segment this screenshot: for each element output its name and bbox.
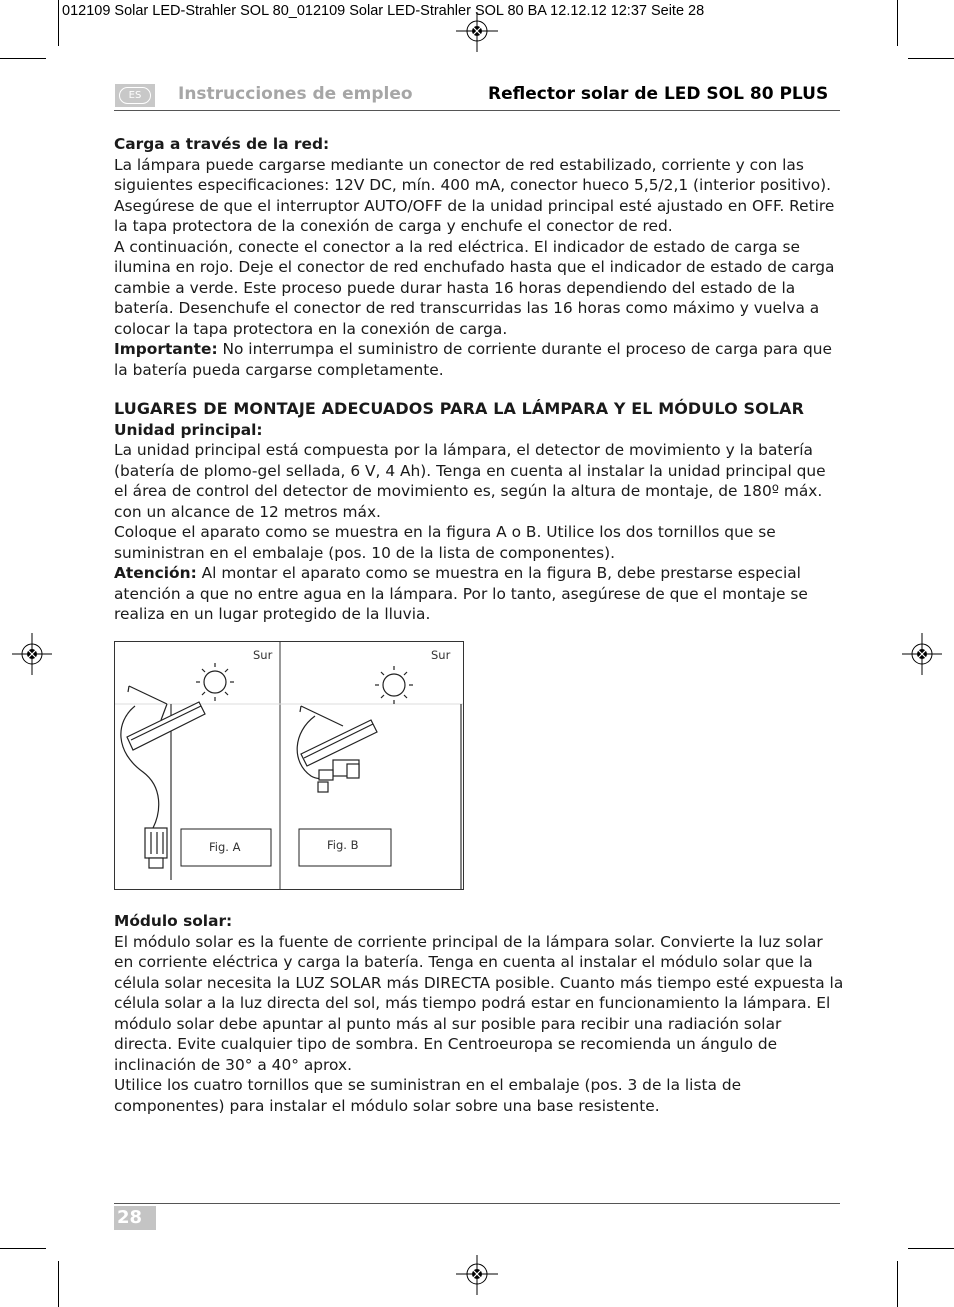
attention-label: Atención: bbox=[114, 564, 197, 582]
print-slug-line: 012109 Solar LED-Strahler SOL 80_012109 Solar LED-Strahler SOL 80 BA 12.12.12 12:37 Seite 28 bbox=[62, 3, 705, 19]
language-badge-label: ES bbox=[119, 87, 151, 104]
paragraph: El módulo solar es la fuente de corriente principal de la lámpara solar. Convierte la luz solar en corriente eléctrica y carga la batería. Tenga en cuenta al instalar el módulo solar que la célula solar necesita la LUZ SOLAR más DIRECTA posible. Cuanto más tiempo esté expuesta la célula solar a la luz directa del sol, más tiempo podrá estar en funcionamiento la lámpara. El módulo solar debe apuntar al punto más al sur posible para recibir una radiación solar directa. Evite cualquier tipo de sombra. En Centroeuropa se recomienda un ángulo de inclinación de 30° a 40° aprox. bbox=[114, 932, 844, 1074]
solar-module-icon bbox=[300, 706, 377, 766]
attention-note bbox=[114, 563, 844, 625]
crop-mark bbox=[908, 58, 954, 59]
crop-mark bbox=[58, 0, 59, 46]
footer-rule bbox=[114, 1203, 840, 1204]
important-note bbox=[114, 339, 844, 380]
crop-mark bbox=[0, 1248, 46, 1249]
lamp-icon bbox=[145, 828, 167, 868]
sun-icon bbox=[196, 663, 234, 701]
header-product-title: Reflector solar de LED SOL 80 PLUS bbox=[488, 84, 829, 104]
registration-mark-icon bbox=[456, 1255, 498, 1295]
section-heading: LUGARES DE MONTAJE ADECUADOS PARA LA LÁMPARA Y EL MÓDULO SOLAR bbox=[114, 399, 805, 418]
registration-mark-icon bbox=[902, 633, 942, 675]
important-text: No interrumpa el suministro de corriente durante el proceso de carga para que la batería pueda cargarse completamente. bbox=[114, 340, 832, 379]
section-heading: Carga a través de la red: bbox=[114, 135, 330, 153]
paragraph: Utilice los cuatro tornillos que se suministran en el embalaje (pos. 3 de la lista de componentes) para instalar el módulo solar sobre una base resistente. bbox=[114, 1076, 742, 1115]
panel-a-direction-label: Sur bbox=[253, 648, 273, 662]
sun-icon bbox=[375, 666, 413, 704]
panel-b-direction-label: Sur bbox=[431, 648, 451, 662]
attention-text: Al montar el aparato como se muestra en la figura B, debe prestarse especial atención a que no entre agua en la lámpara. Por lo tanto, asegúrese de que el montaje se realiza en un lugar protegido de la lluvia. bbox=[114, 564, 808, 623]
figure-b-caption: Fig. B bbox=[327, 838, 359, 852]
section-charging bbox=[114, 134, 844, 380]
solar-module-icon bbox=[127, 686, 205, 750]
figure-a-caption: Fig. A bbox=[209, 840, 241, 854]
crop-mark bbox=[897, 1261, 898, 1307]
crop-mark bbox=[908, 1248, 954, 1249]
crop-mark bbox=[0, 58, 46, 59]
mounting-illustration bbox=[115, 642, 463, 889]
section-heading: Módulo solar: bbox=[114, 912, 233, 930]
lamp-icon bbox=[318, 760, 359, 792]
section-solar-module bbox=[114, 911, 844, 1116]
section-mounting bbox=[114, 399, 844, 625]
header-rule bbox=[114, 110, 840, 111]
paragraph: La lámpara puede cargarse mediante un conector de red estabilizado, corriente y con las siguientes especificaciones: 12V DC, mín. 400 mA, conector hueco 5,5/2,1 (interior positivo). Asegúrese de que el interruptor AUTO/OFF de la unidad principal esté ajustado en OFF. Retire la tapa protectora de la conexión de carga y enchufe el conector de red. bbox=[114, 155, 835, 235]
subsection-heading: Unidad principal: bbox=[114, 420, 263, 439]
paragraph: Coloque el aparato como se muestra en la figura A o B. Utilice los dos tornillos que se suministran en el embalaje (pos. 10 de la lista de componentes). bbox=[114, 523, 776, 562]
important-label: Importante: bbox=[114, 340, 218, 358]
header-section-title: Instrucciones de empleo bbox=[178, 84, 413, 104]
page-number: 28 bbox=[114, 1206, 156, 1230]
paragraph: A continuación, conecte el conector a la red eléctrica. El indicador de estado de carga se ilumina en rojo. Deje el conector de red enchufado hasta que el indicador de estado de carga cambie a verde. Este proceso puede durar hasta 16 horas dependiendo del estado de la batería. Desenchufe el conector de red transcurridas las 16 horas como máximo y vuelva a colocar la tapa protectora en la conexión de carga. bbox=[114, 237, 835, 338]
mounting-figure bbox=[114, 641, 464, 890]
crop-mark bbox=[58, 1261, 59, 1307]
paragraph: La unidad principal está compuesta por la lámpara, el detector de movimiento y la batería (batería de plomo-gel sellada, 6 V, 4 Ah). Tenga en cuenta al instalar la unidad principal que el área de control del detector de movimiento es, según la altura de montaje, de 180º máx. con un alcance de 12 metros máx. bbox=[114, 441, 826, 521]
crop-mark bbox=[897, 0, 898, 46]
registration-mark-icon bbox=[12, 633, 52, 675]
